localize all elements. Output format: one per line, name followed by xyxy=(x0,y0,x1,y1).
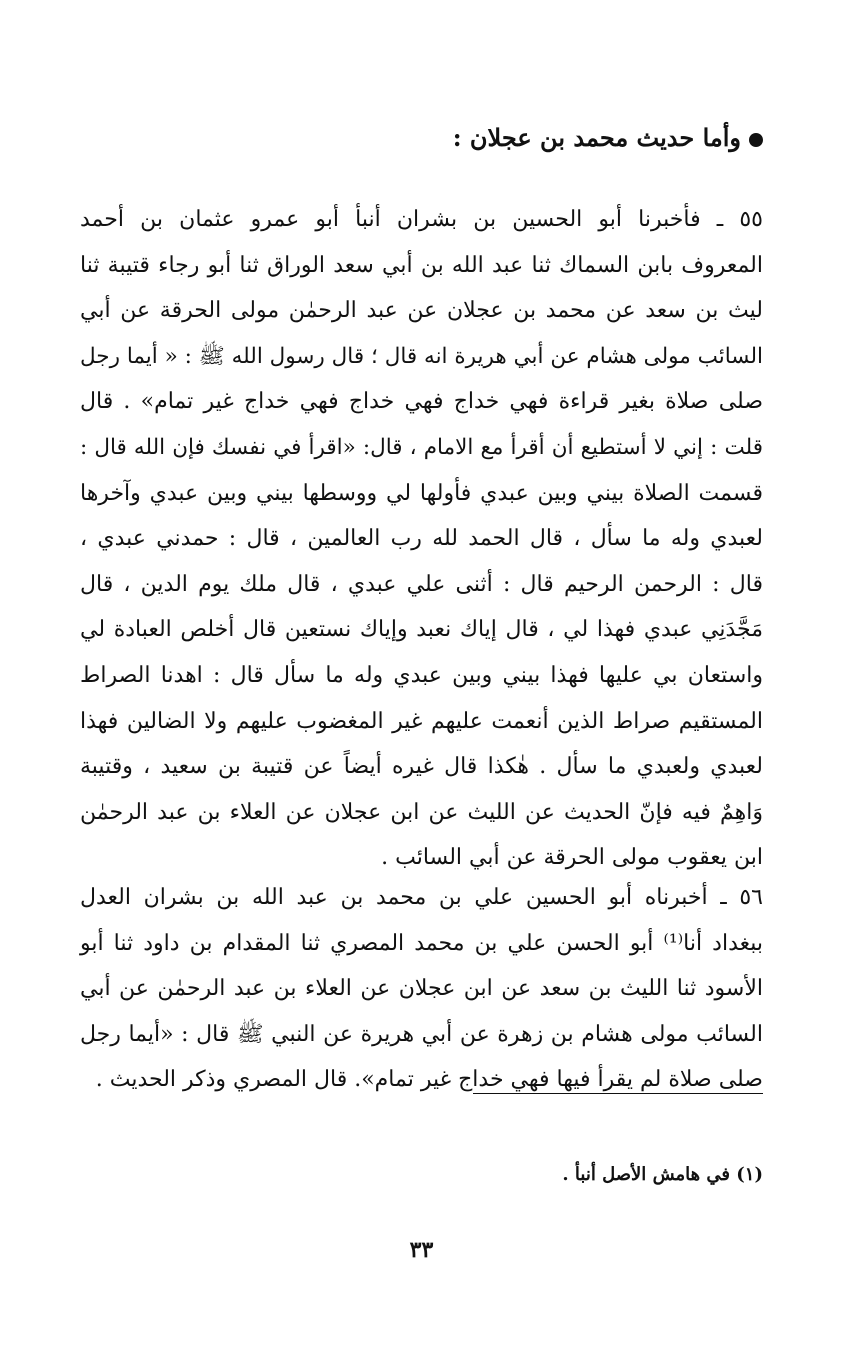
text-line: ابن يعقوب مولى الحرقة عن أبي السائب . xyxy=(381,845,763,871)
text-line: المعروف بابن السماك ثنا عبد الله بن أبي سعد الوراق ثنا أبو رجاء قتيبة ثنا xyxy=(80,252,763,278)
page-number: ٣٣ xyxy=(409,1237,434,1263)
text-line: ٥٥ ـ فأخبرنا أبو الحسين بن بشران أنبأ أبو عمرو عثمان بن أحمد xyxy=(80,207,763,232)
text-line: ٥٦ ـ أخبرناه أبو الحسين علي بن محمد بن عبد الله بن بشران العدل xyxy=(80,885,763,910)
text-line: لعبدي وله ما سأل ، قال الحمد لله رب العالمين ، قال : حمدني عبدي ، xyxy=(80,526,763,552)
text-line: واستعان بي عليها فهذا بيني وبين عبدي وله ما سأل قال : اهدنا الصراط xyxy=(80,662,763,688)
text-line: صلى صلاة لم يقرأ فيها فهي خداج غير تمام». قال المصري وذكر الحديث . xyxy=(95,1067,763,1093)
text-line: صلى صلاة بغير قراءة فهي خداج فهي خداج فهي خداج غير تمام» . قال xyxy=(80,389,763,415)
text-line: قسمت الصلاة بيني وبين عبدي فأولها لي ووسطها بيني وبين عبدي وآخرها xyxy=(80,480,763,506)
hadith-paragraph-56 xyxy=(80,875,763,1103)
footnote: (١) في هامش الأصل أنبأ . xyxy=(562,1164,763,1185)
text-line: ليث بن سعد عن محمد بن عجلان عن عبد الرحمٰن مولى الحرقة عن أبي xyxy=(80,298,763,324)
text-line: ببغداد أنا⁽¹⁾ أبو الحسن علي بن محمد المصري ثنا المقدام بن داود ثنا أبو xyxy=(80,930,764,956)
text-line: وَاهِمٌ فيه فإنّ الحديث عن الليث عن ابن عجلان عن العلاء بن عبد الرحمٰن xyxy=(80,799,763,825)
footnote-divider xyxy=(473,1093,763,1094)
bullet-icon xyxy=(749,133,763,147)
text-line: السائب مولى هشام عن أبي هريرة انه قال ؛ قال رسول الله ﷺ : « أيما رجل xyxy=(80,343,763,369)
text-line: قلت : إني لا أستطيع أن أقرأ مع الامام ، قال: «اقرأ في نفسك فإن الله قال : xyxy=(80,434,763,460)
text-line: الأسود ثنا الليث بن سعد عن ابن عجلان عن العلاء بن عبد الرحمٰن عن أبي xyxy=(80,976,763,1002)
text-line: لعبدي ولعبدي ما سأل . هٰكذا قال غيره أيضاً عن قتيبة بن سعيد ، وقتيبة xyxy=(80,754,763,780)
section-heading-text: وأما حديث محمد بن عجلان : xyxy=(452,123,741,152)
text-line: مَجَّدَنِي عبدي فهذا لي ، قال إياك نعبد وإياك نستعين قال أخلص العبادة لي xyxy=(80,617,763,643)
document-page xyxy=(80,0,763,1363)
text-line: المستقيم صراط الذين أنعمت عليهم غير المغضوب عليهم ولا الضالين فهذا xyxy=(80,708,763,734)
hadith-paragraph-55 xyxy=(80,197,763,881)
text-line: السائب مولى هشام بن زهرة عن أبي هريرة عن النبي ﷺ قال : «أيما رجل xyxy=(80,1021,763,1047)
text-line: قال : الرحمن الرحيم قال : أثنى علي عبدي ، قال ملك يوم الدين ، قال xyxy=(80,571,763,597)
section-heading xyxy=(80,118,763,158)
